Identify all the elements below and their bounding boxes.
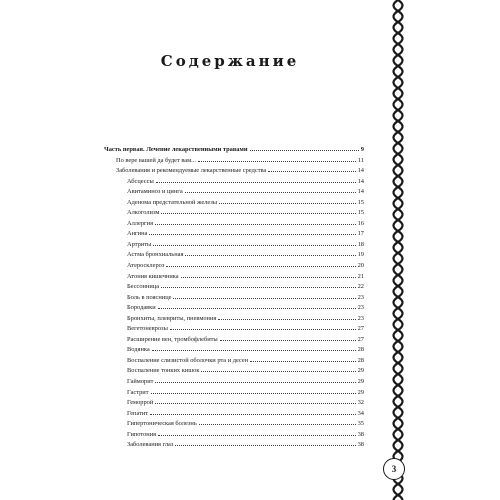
ornamental-border [378,0,422,500]
toc-dot-leader [219,196,356,204]
toc-entry-title: По вере вашей да будет вам... [116,156,196,164]
toc-entry [104,185,364,196]
toc-entry-title: Авитаминоз и цинга [127,188,183,196]
page-title: Содержание [160,52,300,70]
toc-entry-title: Гайморит [127,378,154,386]
toc-entry-page: 28 [357,346,364,354]
toc-entry-page: 38 [357,430,364,438]
toc-dot-leader [151,386,356,394]
page-number: 3 [383,458,405,480]
toc-dot-leader [158,301,356,309]
toc-entry [104,291,364,302]
toc-entry-title: Гастрит [127,388,149,396]
toc-entry-title: Гипотония [127,430,157,438]
toc-dot-leader [152,343,356,351]
toc-entry-page: 18 [357,240,364,248]
toc-entry [104,386,364,397]
toc-entry [104,375,364,386]
toc-entry-title: Астма бронхиальная [127,251,184,259]
toc-entry-title: Воспаление тонких кишок [127,367,200,375]
toc-entry-page: 27 [357,335,364,343]
toc-dot-leader [155,217,356,225]
toc-entry [104,270,364,281]
toc-entry [104,259,364,270]
toc-entry-page: 35 [357,420,364,428]
toc-entry-page: 29 [357,367,364,375]
toc-entry [104,280,364,291]
toc-dot-leader [185,185,356,193]
toc-entry-title: Ангина [127,230,148,238]
toc-entry-page: 38 [357,441,364,449]
toc-entry [104,143,364,154]
toc-entry-title: Часть первая. Лечение лекарственными травами [104,146,248,153]
toc-entry [104,396,364,407]
toc-dot-leader [149,227,355,235]
toc-entry-title: Алкоголизм [127,209,160,217]
toc-entry-page: 27 [357,325,364,333]
toc-entry-title: Атония кишечника [127,272,179,280]
toc-entry [104,175,364,186]
toc-entry [104,238,364,249]
toc-entry-title: Гипертоническая болезнь [127,420,197,428]
toc-entry [104,407,364,418]
toc-dot-leader [170,322,356,330]
toc-entry-title: Гепатит [127,409,149,417]
toc-entry-page: 21 [357,272,364,280]
toc-entry [104,217,364,228]
toc-dot-leader [156,175,356,183]
toc-entry-title: Аденома предстательной железы [127,198,218,206]
toc-dot-leader [201,364,355,372]
toc-entry-title: Расширение вен, тромбофлебиты [127,335,218,343]
toc-dot-leader [198,154,356,162]
toc-entry [104,417,364,428]
toc-entry [104,248,364,259]
toc-entry-page: 29 [357,378,364,386]
toc-entry-title: Бронхиты, плевриты, пневмония [127,314,217,322]
toc-dot-leader [181,270,356,278]
toc-entry [104,364,364,375]
toc-entry-page: 9 [360,146,364,153]
toc-entry-page: 16 [357,219,364,227]
toc-dot-leader [173,291,355,299]
toc-entry [104,227,364,238]
toc-entry-title: Атеросклероз [127,262,165,270]
toc-entry-page: 14 [357,167,364,175]
toc-entry-title: Воспаление слизистой оболочки рта и десен [127,356,249,364]
toc-entry-title: Заболевания и рекомендуемые лекарственные средства [116,167,267,175]
toc-dot-leader [220,333,356,341]
toc-entry-page: 14 [357,188,364,196]
toc-entry-title: Аллергия [127,219,154,227]
toc-entry-page: 17 [357,230,364,238]
toc-entry [104,438,364,449]
toc-entry-title: Вегетоневрозы [127,325,168,333]
toc-dot-leader [268,164,355,172]
toc-entry [104,428,364,439]
toc-entry-page: 23 [357,314,364,322]
toc-entry-page: 23 [357,293,364,301]
toc-entry-page: 19 [357,251,364,259]
toc-dot-leader [155,396,355,404]
toc-entry [104,343,364,354]
toc-entry [104,206,364,217]
toc-entry [104,164,364,175]
toc-dot-leader [250,354,355,362]
toc-entry-title: Бессонница [127,283,160,291]
toc-dot-leader [185,248,355,256]
toc-entry-page: 32 [357,399,364,407]
toc-dot-leader [166,259,355,267]
toc-entry-title: Водянка [127,346,150,354]
toc-entry-page: 20 [357,262,364,270]
toc-entry [104,322,364,333]
toc-entry-title: Геморрой [127,399,154,407]
toc-entry-title: Заболевания глаз [127,441,174,449]
toc-entry-title: Артриты [127,240,152,248]
table-of-contents [104,143,364,449]
toc-entry [104,196,364,207]
toc-entry-page: 22 [357,283,364,291]
toc-entry-page: 11 [357,156,364,164]
toc-entry [104,154,364,165]
toc-dot-leader [218,312,355,320]
toc-dot-leader [175,438,355,446]
toc-entry-page: 15 [357,209,364,217]
toc-dot-leader [250,143,359,151]
toc-dot-leader [158,428,356,436]
toc-dot-leader [161,280,356,288]
toc-entry-page: 15 [357,198,364,206]
toc-entry-title: Боль в пояснице [127,293,172,301]
toc-entry-page: 14 [357,177,364,185]
toc-entry-page: 29 [357,388,364,396]
toc-entry [104,312,364,323]
toc-entry-title: Бородавки [127,304,156,312]
toc-entry-title: Абсцессы [127,177,154,185]
toc-entry [104,301,364,312]
toc-dot-leader [150,407,355,415]
toc-entry-page: 23 [357,304,364,312]
toc-dot-leader [153,238,355,246]
toc-dot-leader [199,417,356,425]
toc-entry [104,354,364,365]
toc-dot-leader [161,206,355,214]
toc-entry [104,333,364,344]
toc-entry-page: 34 [357,409,364,417]
toc-entry-page: 28 [357,356,364,364]
toc-dot-leader [155,375,355,383]
